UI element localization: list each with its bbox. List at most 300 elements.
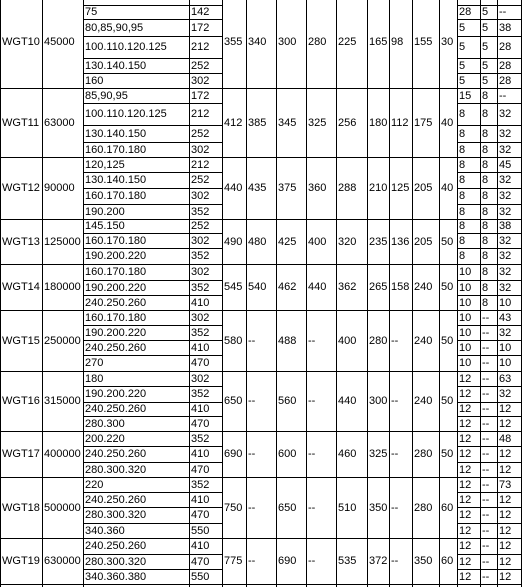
column-line	[412, 0, 413, 587]
dim-cell: 155	[414, 35, 433, 48]
size-c-cell: 38	[499, 220, 512, 232]
dim-cell: 280	[414, 448, 433, 460]
torque-cell: 63000	[44, 116, 75, 129]
dim-cell: 488	[278, 334, 297, 347]
length-cell: 470	[191, 509, 210, 521]
torque-cell: 250000	[44, 334, 81, 347]
size-c-cell: 12	[499, 448, 512, 460]
bore-cell: 280.300.320	[85, 555, 147, 568]
size-c-cell: 32	[499, 281, 512, 294]
bore-cell: 280.300.320	[85, 509, 147, 521]
size-a-cell: 12	[459, 388, 472, 400]
bore-cell: 130.140.150	[85, 59, 147, 72]
dim-cell: 440	[308, 281, 327, 293]
size-b-cell: --	[482, 493, 490, 506]
bore-cell: 280.300	[85, 417, 125, 430]
dim-cell: 50	[441, 448, 454, 460]
column-line	[0, 0, 1, 587]
size-a-cell: 12	[459, 555, 472, 568]
column-line	[42, 0, 43, 587]
torque-cell: 90000	[44, 182, 75, 194]
size-c-cell: 12	[499, 493, 512, 506]
group-divider	[0, 88, 521, 89]
size-a-cell: 12	[459, 432, 472, 445]
dim-cell: 240	[414, 281, 433, 293]
size-a-cell: 12	[459, 509, 472, 521]
bore-cell: 340.360.380	[85, 570, 147, 583]
model-cell: WGT12	[2, 182, 40, 194]
length-cell: 410	[191, 493, 210, 506]
dim-cell: 325	[308, 116, 327, 129]
dim-cell: 320	[338, 235, 357, 248]
dim-cell: 256	[338, 116, 357, 129]
size-a-cell: 5	[459, 41, 466, 53]
size-b-cell: --	[482, 448, 490, 460]
bore-cell: 240.250.260	[85, 540, 147, 552]
dim-cell: --	[248, 395, 256, 407]
bore-cell: 145.150	[85, 220, 125, 232]
dim-cell: 50	[441, 235, 454, 248]
size-a-cell: 8	[459, 174, 466, 186]
size-a-cell: 12	[459, 372, 472, 385]
size-b-cell: --	[482, 417, 490, 430]
dim-cell: 210	[369, 182, 388, 194]
dim-cell: 650	[278, 501, 297, 514]
length-cell: 142	[191, 6, 210, 18]
size-b-cell: 5	[482, 6, 489, 18]
length-cell: 352	[191, 388, 210, 400]
dim-cell: 462	[278, 281, 297, 293]
size-a-cell: 10	[459, 311, 472, 324]
bore-cell: 80,85,90,95	[85, 21, 144, 34]
size-b-cell: --	[482, 463, 490, 476]
dim-cell: 136	[391, 235, 410, 248]
length-cell: 302	[191, 190, 210, 202]
size-a-cell: 10	[459, 326, 472, 339]
size-c-cell: 38	[499, 21, 512, 34]
dim-cell: 205	[414, 235, 433, 248]
column-line	[439, 0, 440, 587]
dim-cell: 40	[441, 116, 454, 129]
size-c-cell: 12	[499, 540, 512, 552]
size-b-cell: 5	[482, 59, 489, 72]
length-cell: 302	[191, 234, 210, 247]
dim-cell: 350	[414, 555, 433, 567]
size-a-cell: 8	[459, 108, 466, 120]
dim-cell: 400	[338, 334, 357, 347]
model-cell: WGT10	[2, 35, 40, 48]
dim-cell: --	[391, 395, 399, 407]
dim-cell: --	[248, 555, 256, 567]
size-a-cell: 10	[459, 281, 472, 294]
length-cell: 302	[191, 74, 210, 87]
dim-cell: --	[308, 448, 316, 460]
length-cell: 302	[191, 372, 210, 385]
dim-cell: 325	[369, 448, 388, 460]
size-b-cell: --	[482, 403, 490, 415]
size-c-cell: 43	[499, 311, 512, 324]
torque-cell: 400000	[44, 448, 81, 460]
dim-cell: 750	[224, 501, 243, 514]
size-a-cell: 8	[459, 158, 466, 171]
size-b-cell: 8	[482, 250, 489, 262]
bore-cell: 200.220	[85, 432, 125, 445]
size-c-cell: 32	[499, 234, 512, 247]
dim-cell: 345	[278, 116, 297, 129]
size-a-cell: 8	[459, 250, 466, 262]
size-b-cell: 5	[482, 74, 489, 87]
dim-cell: 580	[224, 334, 243, 347]
group-divider	[0, 477, 521, 478]
size-c-cell: 32	[499, 143, 512, 156]
size-c-cell: 12	[499, 417, 512, 430]
bore-cell: 160	[85, 74, 104, 87]
size-b-cell: 8	[482, 108, 489, 120]
size-b-cell: 8	[482, 220, 489, 232]
length-cell: 252	[191, 127, 210, 140]
dim-cell: --	[248, 448, 256, 460]
dim-cell: 775	[224, 555, 243, 567]
size-b-cell: --	[482, 524, 490, 537]
size-a-cell: 5	[459, 59, 466, 72]
dim-cell: 112	[391, 116, 409, 129]
bore-cell: 270	[85, 357, 104, 369]
column-line	[189, 0, 190, 587]
length-cell: 352	[191, 478, 210, 491]
dim-cell: 165	[369, 35, 388, 48]
dim-cell: 280	[308, 35, 327, 48]
size-c-cell: 32	[499, 250, 512, 262]
dim-cell: 360	[308, 182, 327, 194]
size-a-cell: 10	[459, 266, 472, 278]
size-b-cell: 5	[482, 41, 489, 53]
size-c-cell: 32	[499, 326, 512, 339]
group-divider	[0, 431, 521, 432]
length-cell: 352	[191, 326, 210, 339]
dim-cell: 300	[369, 395, 388, 407]
dim-cell: 265	[369, 281, 388, 293]
bore-cell: 190.200	[85, 205, 125, 218]
size-c-cell: 45	[499, 158, 512, 171]
bore-cell: 190.200.220	[85, 281, 147, 294]
length-cell: 212	[191, 41, 210, 53]
model-cell: WGT15	[2, 334, 40, 347]
torque-cell: 630000	[44, 555, 81, 567]
size-a-cell: 8	[459, 234, 466, 247]
group-divider	[0, 157, 521, 158]
dim-cell: 350	[369, 501, 388, 514]
column-line	[480, 0, 481, 587]
size-b-cell: 8	[482, 205, 489, 218]
dim-cell: 240	[414, 334, 433, 347]
size-a-cell: 5	[459, 74, 466, 87]
dim-cell: 280	[369, 334, 388, 347]
size-a-cell: 8	[459, 127, 466, 140]
size-b-cell: --	[482, 388, 490, 400]
size-c-cell: 28	[499, 74, 512, 87]
bore-cell: 120,125	[85, 158, 125, 171]
size-c-cell: 12	[499, 509, 512, 521]
size-b-cell: --	[482, 540, 490, 552]
size-b-cell: --	[482, 311, 490, 324]
size-b-cell: 8	[482, 89, 489, 102]
size-b-cell: --	[482, 372, 490, 385]
dim-cell: --	[391, 555, 399, 567]
dim-cell: 690	[278, 555, 297, 567]
bore-cell: 220	[85, 478, 104, 491]
bore-cell: 130.140.150	[85, 174, 147, 186]
bore-cell: 240.250.260	[85, 296, 147, 309]
length-cell: 352	[191, 250, 210, 262]
size-a-cell: 15	[459, 89, 472, 102]
length-cell: 410	[191, 403, 210, 415]
dim-cell: 560	[278, 395, 297, 407]
bore-cell: 85,90,95	[85, 89, 128, 102]
bore-cell: 340.360	[85, 524, 125, 537]
size-a-cell: 12	[459, 448, 472, 460]
length-cell: 470	[191, 463, 210, 476]
model-cell: WGT18	[2, 501, 40, 514]
dim-cell: --	[248, 334, 256, 347]
size-c-cell: 32	[499, 174, 512, 186]
bore-cell: 160.170.180	[85, 311, 147, 324]
size-c-cell: 12	[499, 463, 512, 476]
column-line	[246, 0, 247, 587]
length-cell: 410	[191, 341, 210, 354]
length-cell: 470	[191, 357, 210, 369]
dim-cell: 545	[224, 281, 243, 293]
size-b-cell: --	[482, 555, 490, 568]
dim-cell: --	[248, 501, 256, 514]
size-b-cell: --	[482, 570, 490, 583]
length-cell: 172	[191, 21, 210, 34]
bore-cell: 190.200.220	[85, 326, 147, 339]
group-divider	[0, 264, 521, 265]
size-c-cell: 28	[499, 59, 512, 72]
bore-cell: 180	[85, 372, 104, 385]
length-cell: 302	[191, 266, 210, 278]
dim-cell: --	[308, 555, 316, 567]
length-cell: 172	[191, 89, 210, 102]
length-cell: 352	[191, 205, 210, 218]
dim-cell: 540	[248, 281, 267, 293]
dim-cell: --	[391, 334, 399, 347]
bore-cell: 160.170.180	[85, 143, 147, 156]
size-c-cell: 10	[499, 296, 512, 309]
bore-cell: 160.170.180	[85, 266, 147, 278]
dim-cell: 60	[441, 555, 454, 567]
length-cell: 410	[191, 540, 210, 552]
size-c-cell: 12	[499, 403, 512, 415]
bore-cell: 280.300.320	[85, 463, 147, 476]
bore-cell: 190.200.220	[85, 388, 147, 400]
model-cell: WGT14	[2, 281, 40, 293]
dim-cell: 435	[248, 182, 267, 194]
size-c-cell: 48	[499, 432, 512, 445]
dim-cell: 50	[441, 334, 454, 347]
size-a-cell: 10	[459, 357, 472, 369]
dim-cell: 205	[414, 182, 433, 194]
size-c-cell: 32	[499, 205, 512, 218]
dim-cell: 372	[369, 555, 388, 567]
size-a-cell: 12	[459, 570, 472, 583]
group-divider	[0, 310, 521, 311]
length-cell: 252	[191, 220, 210, 232]
column-line	[521, 0, 522, 587]
size-c-cell: 63	[499, 372, 512, 385]
size-a-cell: 8	[459, 190, 466, 202]
length-cell: 550	[191, 570, 210, 583]
size-a-cell: 12	[459, 478, 472, 491]
bore-cell: 100.110.120.125	[85, 41, 167, 53]
dim-cell: 400	[308, 235, 327, 248]
dim-cell: 510	[338, 501, 357, 514]
size-b-cell: 5	[482, 21, 489, 34]
dim-cell: 535	[338, 555, 357, 567]
bore-cell: 75	[85, 6, 98, 18]
dim-cell: --	[308, 395, 316, 407]
size-b-cell: 8	[482, 158, 489, 171]
size-c-cell: 32	[499, 190, 512, 202]
dim-cell: 340	[248, 35, 267, 48]
torque-cell: 180000	[44, 281, 81, 293]
dim-cell: --	[391, 448, 399, 460]
size-b-cell: 8	[482, 174, 489, 186]
size-a-cell: 8	[459, 220, 466, 232]
length-cell: 470	[191, 417, 210, 430]
torque-cell: 315000	[44, 395, 81, 407]
dim-cell: 460	[338, 448, 357, 460]
length-cell: 410	[191, 296, 210, 309]
size-a-cell: 12	[459, 540, 472, 552]
length-cell: 352	[191, 432, 210, 445]
dim-cell: 158	[391, 281, 410, 293]
dim-cell: 240	[414, 395, 433, 407]
dim-cell: 50	[441, 281, 454, 293]
size-a-cell: 12	[459, 493, 472, 506]
bore-cell: 160.170.180	[85, 234, 147, 247]
size-c-cell: 32	[499, 388, 512, 400]
dim-cell: 690	[224, 448, 243, 460]
bore-cell: 190.200.220	[85, 250, 147, 262]
column-line	[367, 0, 368, 587]
model-cell: WGT17	[2, 448, 40, 460]
bore-cell: 240.250.260	[85, 448, 147, 460]
size-b-cell: 8	[482, 143, 489, 156]
bore-cell: 240.250.260	[85, 493, 147, 506]
size-c-cell: 32	[499, 108, 512, 120]
size-c-cell: 32	[499, 127, 512, 140]
length-cell: 302	[191, 311, 210, 324]
group-divider	[0, 371, 521, 372]
column-line	[83, 0, 84, 587]
dim-cell: 50	[441, 395, 454, 407]
size-c-cell: 12	[499, 524, 512, 537]
column-line	[389, 0, 390, 587]
size-c-cell: 32	[499, 266, 512, 278]
group-divider	[0, 584, 521, 585]
column-line	[336, 0, 337, 587]
size-a-cell: 5	[459, 21, 466, 34]
length-cell: 212	[191, 108, 210, 120]
model-cell: WGT19	[2, 555, 40, 567]
size-b-cell: 8	[482, 281, 489, 294]
size-b-cell: --	[482, 357, 490, 369]
dim-cell: 300	[278, 35, 297, 48]
size-c-cell: 12	[499, 570, 512, 583]
size-a-cell: 12	[459, 403, 472, 415]
size-a-cell: 10	[459, 296, 472, 309]
size-b-cell: 8	[482, 234, 489, 247]
size-a-cell: 12	[459, 463, 472, 476]
dim-cell: 175	[414, 116, 433, 129]
length-cell: 410	[191, 448, 210, 460]
dim-cell: 30	[441, 35, 454, 48]
column-line	[276, 0, 277, 587]
bore-cell: 100.110.120.125	[85, 108, 167, 120]
size-a-cell: 12	[459, 524, 472, 537]
size-b-cell: --	[482, 478, 490, 491]
size-c-cell: 10	[499, 341, 512, 354]
model-cell: WGT16	[2, 395, 40, 407]
dim-cell: 355	[224, 35, 243, 48]
dim-cell: 40	[441, 182, 454, 194]
size-a-cell: 12	[459, 417, 472, 430]
size-a-cell: 8	[459, 143, 466, 156]
dim-cell: 650	[224, 395, 243, 407]
dim-cell: 235	[369, 235, 388, 248]
size-a-cell: 10	[459, 341, 472, 354]
dim-cell: 180	[369, 116, 388, 129]
dim-cell: 480	[248, 235, 267, 248]
size-c-cell: 28	[499, 41, 512, 53]
size-c-cell: 73	[499, 478, 512, 491]
size-b-cell: 8	[482, 266, 489, 278]
dim-cell: 412	[224, 116, 243, 129]
dim-cell: 440	[224, 182, 243, 194]
bore-cell: 240.250.260	[85, 403, 147, 415]
size-b-cell: --	[482, 509, 490, 521]
length-cell: 302	[191, 143, 210, 156]
dim-cell: --	[391, 501, 399, 514]
dim-cell: 375	[278, 182, 297, 194]
size-a-cell: 28	[459, 6, 472, 18]
dim-cell: 362	[338, 281, 357, 293]
column-line	[222, 0, 223, 587]
dim-cell: 490	[224, 235, 243, 248]
length-cell: 252	[191, 174, 210, 186]
dim-cell: 385	[248, 116, 267, 129]
dim-cell: 288	[338, 182, 357, 194]
length-cell: 252	[191, 59, 210, 72]
size-b-cell: 8	[482, 127, 489, 140]
length-cell: 212	[191, 158, 210, 171]
dim-cell: 280	[414, 501, 433, 514]
bore-cell: 240.250.260	[85, 341, 147, 354]
dim-cell: 98	[391, 35, 404, 48]
column-line	[306, 0, 307, 587]
bore-cell: 130.140.150	[85, 127, 147, 140]
column-line	[497, 0, 498, 587]
torque-cell: 45000	[44, 35, 75, 48]
dim-cell: --	[308, 501, 316, 514]
dim-cell: 440	[338, 395, 357, 407]
dim-cell: 225	[338, 35, 357, 48]
length-cell: 352	[191, 281, 210, 294]
size-c-cell: --	[499, 89, 507, 102]
size-b-cell: --	[482, 326, 490, 339]
size-b-cell: --	[482, 341, 490, 354]
